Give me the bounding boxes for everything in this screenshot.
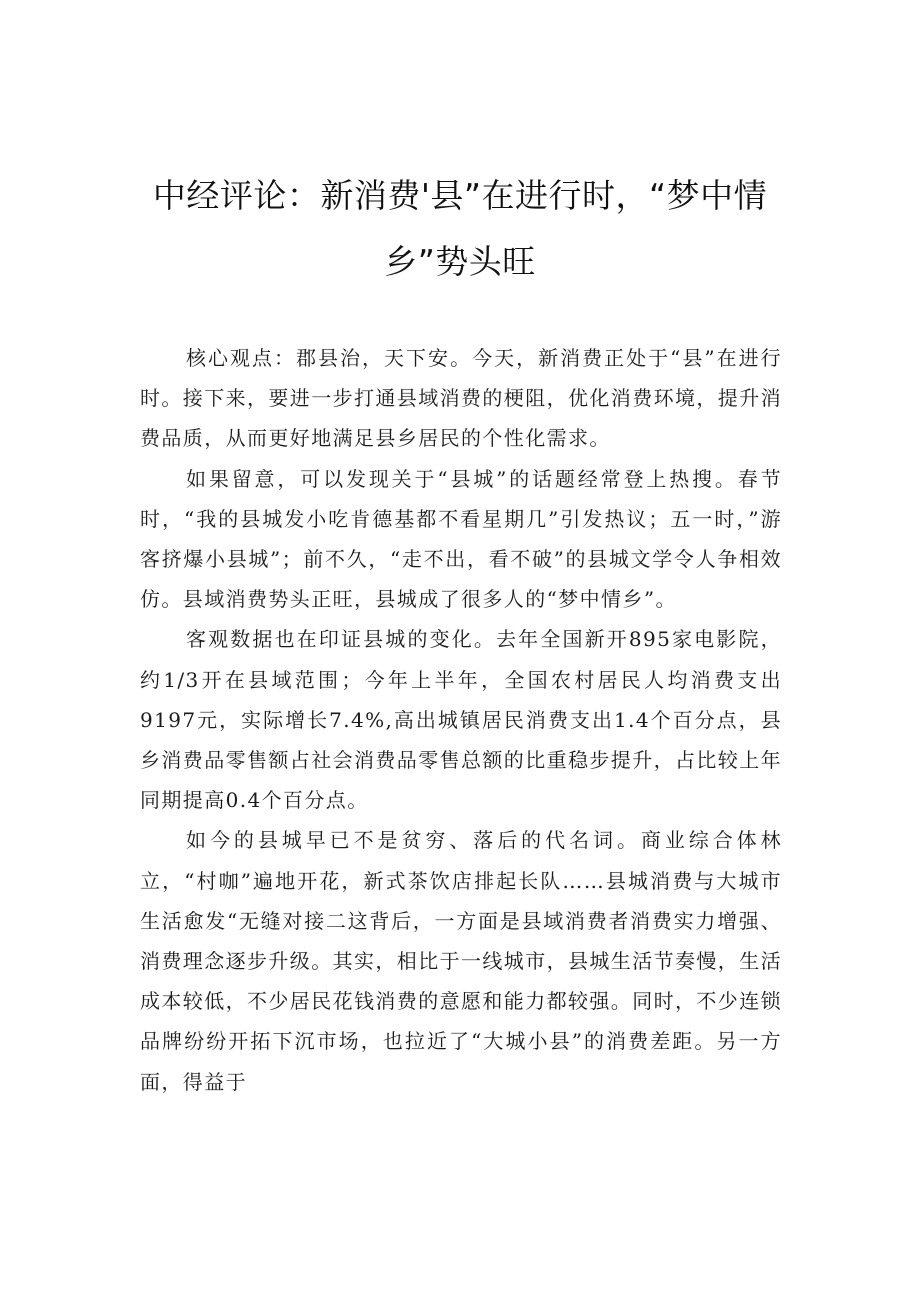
- paragraph-county-trending: 如果留意，可以发现关于“县城”的话题经常登上热搜。春节时，“我的县城发小吃肯德基都不看星期几”引发热议；五一时，”游客挤爆小县城”；前不久，“走不出，看不破”的县城文学令人争相效仿。县域消费势头正旺，县城成了很多人的“梦中情乡”。: [140, 466, 782, 612]
- paragraph-objective-data: 客观数据也在印证县城的变化。去年全国新开895家电影院，约1/3开在县域范围；今年上半年，全国农村居民人均消费支出9197元，实际增长7.4%,高出城镇居民消费支出1.4个百分点，县乡消费品零售额占社会消费品零售总额的比重稳步提升，占比较上年同期提高0.4个百分点。: [140, 627, 782, 813]
- paragraph-county-today: 如今的县城早已不是贫穷、落后的代名词。商业综合体林立，“村咖”遍地开花，新式茶饮店排起长队……县城消费与大城市生活愈发“无缝对接二这背后，一方面是县域消费者消费实力增强、消费理念逐步升级。其实，相比于一线城市，县城生活节奏慢，生活成本较低，不少居民花钱消费的意愿和能力都较强。同时，不少连锁品牌纷纷开拓下沉市场，也拉近了“大城小县”的消费差距。另一方面，得益于: [140, 828, 782, 1094]
- article-title: 中经评论：新消费'县”在进行时，“梦中情乡”势头旺: [152, 176, 768, 281]
- article-body: [140, 338, 782, 1102]
- paragraph-core-viewpoint: 核心观点：郡县治，天下安。今天，新消费正处于“县”在进行时。接下来，要进一步打通县域消费的梗阻，优化消费环境，提升消费品质，从而更好地满足县乡居民的个性化需求。: [140, 346, 782, 451]
